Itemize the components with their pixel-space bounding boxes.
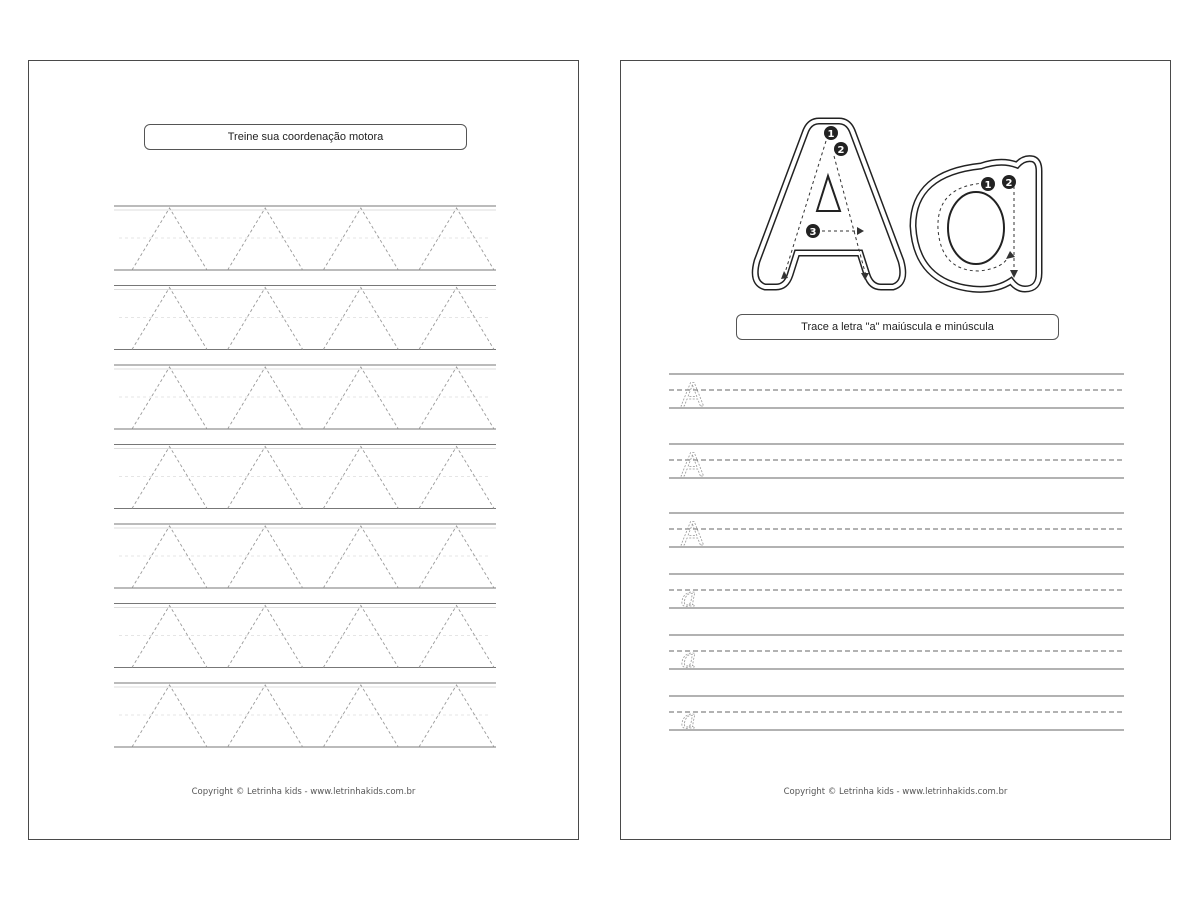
dashed-triangle [132, 288, 207, 350]
dashed-triangle [132, 685, 207, 747]
dashed-triangle [323, 208, 398, 270]
page-subtitle: Trace a letra "a" maiúscula e minúscula [736, 314, 1059, 340]
trace-letter: A [681, 446, 704, 484]
triangle-row [114, 445, 496, 509]
dashed-triangle [132, 526, 207, 588]
trace-letter: A [681, 376, 704, 414]
copyright-text: Copyright © Letrinha kids - www.letrinhakids.com.br [783, 787, 1008, 797]
svg-text:1: 1 [984, 180, 992, 191]
dashed-triangle [132, 447, 207, 509]
triangle-row [114, 524, 496, 588]
practice-row [669, 374, 1124, 414]
trace-letter: a [681, 644, 697, 674]
triangle-tracing-area [29, 61, 580, 841]
dashed-triangle [323, 526, 398, 588]
worksheet-page-left [28, 60, 579, 840]
trace-letter: a [681, 705, 697, 735]
svg-text:2: 2 [837, 145, 845, 156]
worksheet-page-right [620, 60, 1171, 840]
dashed-triangle [132, 367, 207, 429]
triangle-row [114, 206, 496, 270]
dashed-triangle [419, 526, 494, 588]
copyright-text: Copyright © Letrinha kids - www.letrinhakids.com.br [191, 787, 416, 797]
dashed-triangle [228, 288, 303, 350]
practice-row [669, 444, 1124, 484]
dashed-triangle [323, 606, 398, 668]
dashed-triangle [419, 685, 494, 747]
dashed-triangle [228, 685, 303, 747]
dashed-triangle [419, 606, 494, 668]
dashed-triangle [323, 685, 398, 747]
trace-letter: A [681, 515, 704, 553]
svg-text:2: 2 [1005, 178, 1013, 189]
dashed-triangle [419, 208, 494, 270]
trace-letter: a [681, 583, 697, 613]
dashed-triangle [228, 208, 303, 270]
practice-row [669, 696, 1124, 735]
dashed-triangle [228, 606, 303, 668]
triangle-row [114, 286, 496, 350]
triangle-row [114, 365, 496, 429]
svg-text:1: 1 [827, 129, 835, 140]
triangle-row [114, 683, 496, 747]
dashed-triangle [228, 526, 303, 588]
dashed-triangle [323, 447, 398, 509]
dashed-triangle [419, 447, 494, 509]
dashed-triangle [323, 288, 398, 350]
dashed-triangle [132, 208, 207, 270]
dashed-triangle [228, 367, 303, 429]
dashed-triangle [323, 367, 398, 429]
dashed-triangle [419, 367, 494, 429]
letter-practice-area [621, 61, 1172, 841]
page-title: Treine sua coordenação motora [144, 124, 467, 150]
dashed-triangle [419, 288, 494, 350]
practice-row [669, 574, 1124, 613]
triangle-row [114, 604, 496, 668]
dashed-triangle [132, 606, 207, 668]
dashed-triangle [228, 447, 303, 509]
practice-row [669, 513, 1124, 553]
svg-text:3: 3 [809, 227, 817, 238]
practice-row [669, 635, 1124, 674]
